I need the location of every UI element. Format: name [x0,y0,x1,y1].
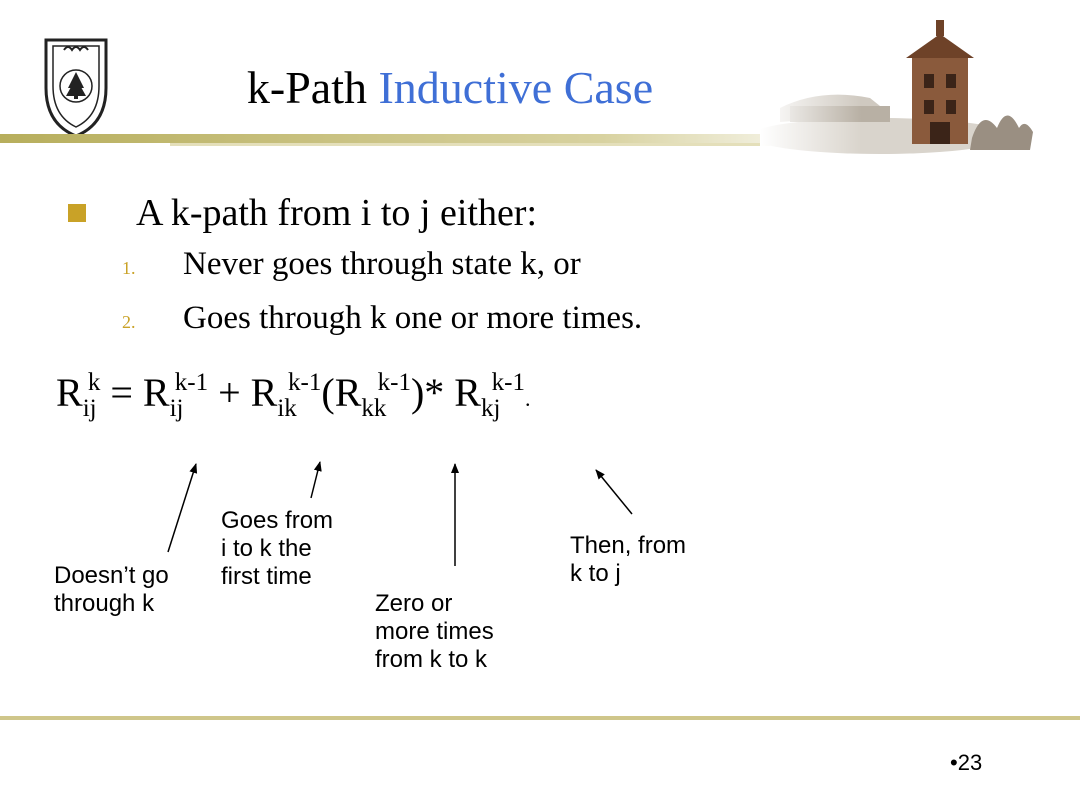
list-item-number: 1. [122,258,136,278]
annotation-line: Then, from [570,532,687,559]
formula-eq: = [100,370,143,415]
annotation-line: Goes from [221,507,334,534]
formula-sub: kk [361,395,387,422]
formula-sub: ik [277,395,297,422]
formula-sup: k-1 [174,369,209,396]
formula-sup: k-1 [288,369,322,396]
formula-sup: k [87,369,101,396]
formula-R: R [250,370,278,415]
annotation-line: from k to k [375,646,488,673]
title-part-2: Inductive Case [378,62,654,113]
arrow-goes-from-i-to-k [311,462,320,498]
title-part-1: k-Path [246,62,367,113]
bullet-text: A k-path from i to j either: [136,192,538,234]
arrow-then-from-k-to-j [596,470,632,514]
list-item-text: Goes through k one or more times. [183,300,643,336]
formula-R: R [142,370,170,415]
annotation-label [221,507,333,591]
annotation-line: i to k the [221,535,312,562]
arrow-doesnt-go-through-k [168,464,196,552]
page-number: •23 [950,750,983,775]
annotation-line: Zero or [375,590,453,617]
formula-sub: ij [82,395,97,422]
annotation-line: more times [375,618,494,645]
annotation-line: k to j [570,560,621,587]
annotation-label [54,562,169,618]
formula-sub: kj [480,395,501,422]
list-item-text: Never goes through state k, or [183,246,581,282]
formula-R: R [334,370,362,415]
formula-plus: + [208,370,251,415]
annotation-line: first time [221,563,312,590]
list-item-number: 2. [122,312,136,332]
formula-R: R [454,370,481,415]
formula-sup: k-1 [377,369,411,396]
annotation-line: through k [54,590,155,617]
annotation-label [375,590,494,674]
annotation-line: Doesn’t go [54,562,169,589]
formula-R: R [56,370,83,415]
formula-sup: k-1 [491,369,525,396]
footer-rule [0,716,1080,720]
formula-period: . [525,386,531,411]
formula-lparen: ( [321,370,335,415]
formula-sub: ij [169,395,184,422]
formula-rparen-star: )* [410,370,455,415]
annotation-label [570,532,686,588]
